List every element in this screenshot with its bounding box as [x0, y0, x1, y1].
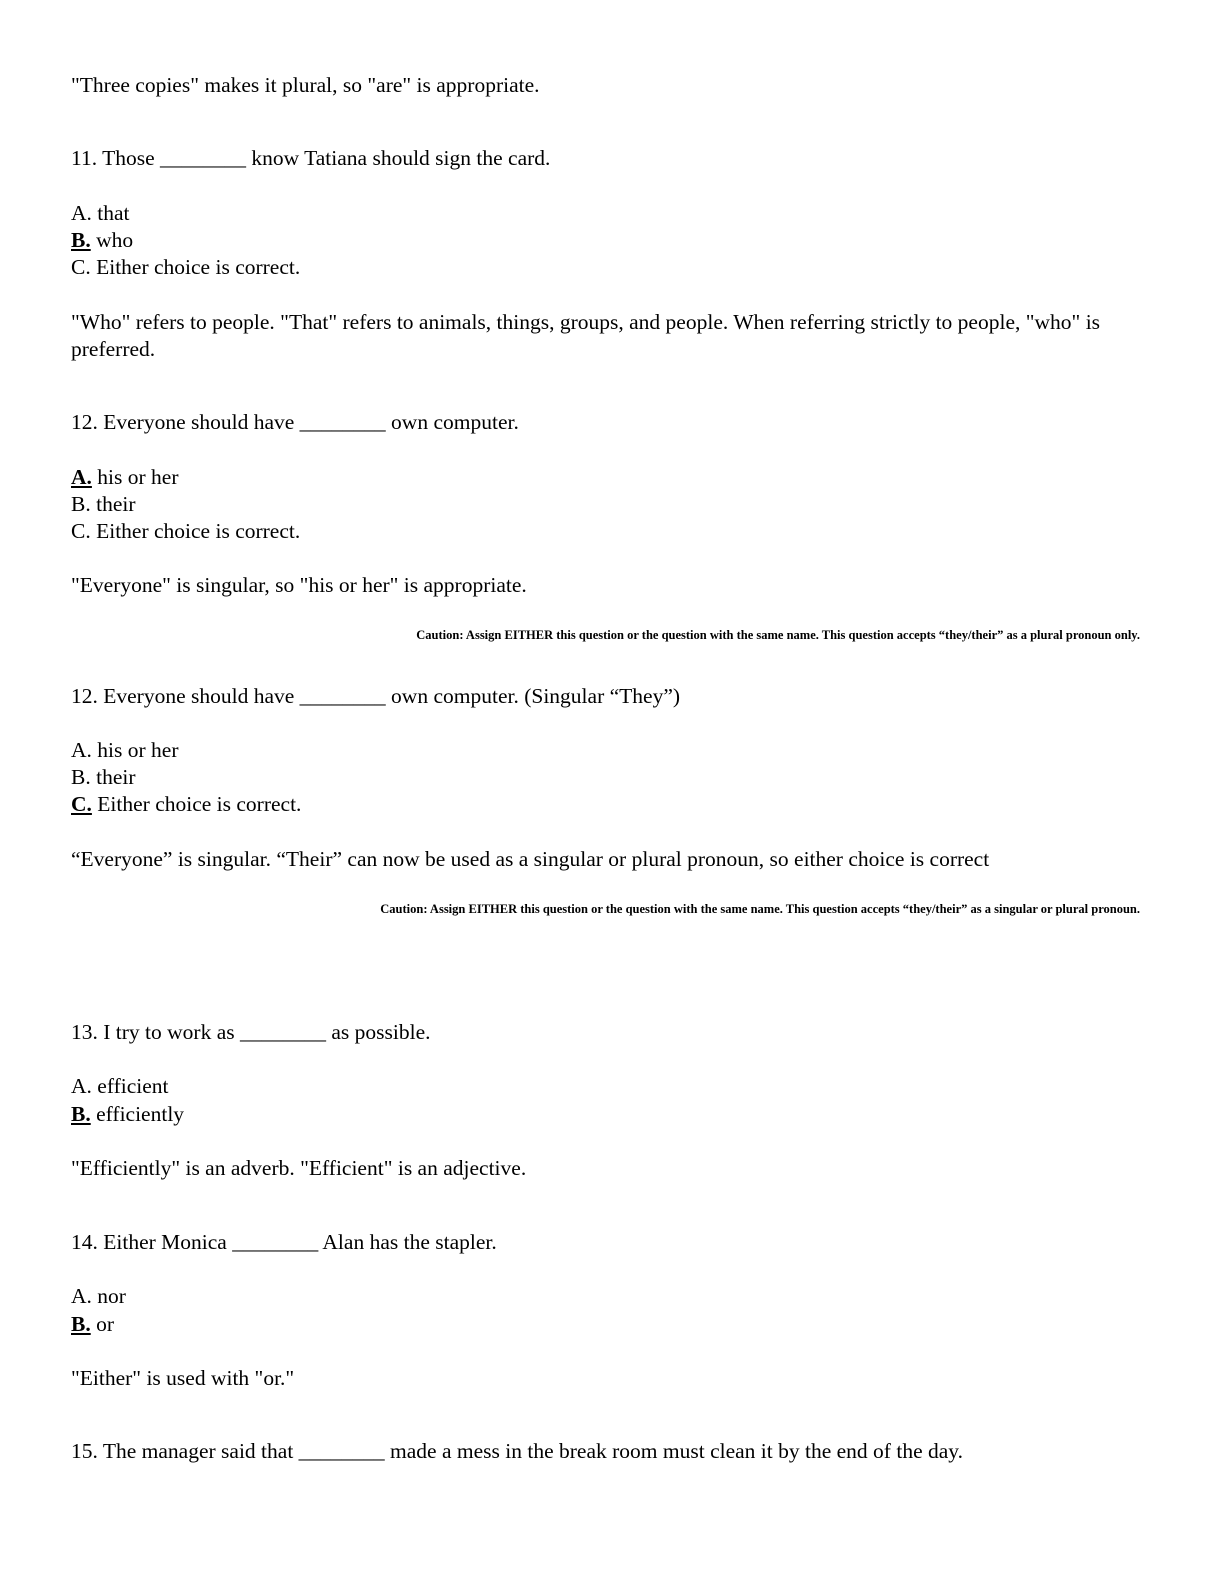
question-15-prompt: 15. The manager said that ________ made a mess in the break room must clean it by the end of the day. [71, 1439, 964, 1463]
option-letter: C. [71, 519, 91, 543]
question-12-singular-explanation: “Everyone” is singular. “Their” can now be used as a singular or plural pronoun, so either choice is correct [71, 847, 990, 871]
option-letter: B. [71, 765, 91, 789]
answer-option-correct [71, 1311, 114, 1338]
answer-option [71, 737, 178, 764]
option-letter: A. [71, 1074, 92, 1098]
option-text: their [90, 765, 136, 789]
question-12-singular-prompt: 12. Everyone should have ________ own computer. (Singular “They”) [71, 684, 681, 708]
question-13-prompt: 13. I try to work as ________ as possible. [71, 1020, 431, 1044]
option-text: efficiently [90, 1102, 185, 1126]
caution-note: Caution: Assign EITHER this question or the question with the same name. This question accepts “they/their” as a plural pronoun only. [416, 628, 1140, 642]
question-14-explanation: "Either" is used with "or." [71, 1366, 295, 1390]
option-letter: A. [71, 465, 92, 489]
answer-option [71, 518, 300, 545]
option-text: nor [91, 1284, 126, 1308]
option-text: Either choice is correct. [90, 255, 301, 279]
option-text: efficient [91, 1074, 169, 1098]
option-letter: B. [71, 228, 91, 252]
option-text: Either choice is correct. [91, 792, 302, 816]
question-11-prompt: 11. Those ________ know Tatiana should sign the card. [71, 146, 551, 170]
option-letter: C. [71, 792, 92, 816]
question-13-explanation: "Efficiently" is an adverb. "Efficient" is an adjective. [71, 1156, 527, 1180]
option-text: that [91, 201, 130, 225]
answer-option [71, 254, 300, 281]
option-letter: A. [71, 1284, 92, 1308]
option-letter: B. [71, 1102, 91, 1126]
option-letter: B. [71, 1312, 91, 1336]
option-text: or [90, 1312, 115, 1336]
question-11-explanation: "Who" refers to people. "That" refers to animals, things, groups, and people. When referring strictly to people, "who" is preferred. [71, 310, 1101, 361]
intro-explanation: "Three copies" makes it plural, so "are" is appropriate. [71, 73, 540, 97]
question-14-prompt: 14. Either Monica ________ Alan has the stapler. [71, 1230, 497, 1254]
answer-option-correct [71, 791, 301, 818]
question-12-explanation: "Everyone" is singular, so "his or her" is appropriate. [71, 573, 527, 597]
option-text: Either choice is correct. [90, 519, 301, 543]
answer-option [71, 1073, 169, 1100]
option-text: his or her [91, 738, 179, 762]
option-letter: A. [71, 738, 92, 762]
option-letter: A. [71, 201, 92, 225]
option-letter: B. [71, 492, 91, 516]
answer-option-correct [71, 227, 133, 254]
answer-option [71, 200, 130, 227]
answer-option-correct [71, 464, 178, 491]
question-12-prompt: 12. Everyone should have ________ own computer. [71, 410, 519, 434]
option-text: his or her [91, 465, 179, 489]
caution-note: Caution: Assign EITHER this question or the question with the same name. This question accepts “they/their” as a singular or plural pronoun. [380, 902, 1140, 916]
answer-option-correct [71, 1101, 184, 1128]
answer-option [71, 491, 136, 518]
option-text: their [90, 492, 136, 516]
option-letter: C. [71, 255, 91, 279]
answer-option [71, 1283, 126, 1310]
answer-option [71, 764, 136, 791]
option-text: who [90, 228, 134, 252]
